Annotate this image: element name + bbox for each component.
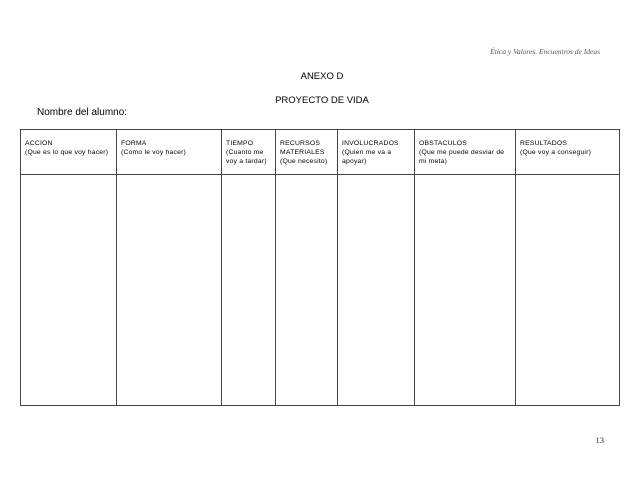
column-subtitle: (Que necesito) — [280, 158, 328, 165]
column-header-forma — [117, 130, 222, 175]
column-subtitle: (Que voy a conseguir) — [520, 149, 592, 156]
page-number: 13 — [595, 435, 604, 445]
column-header-involucrados — [338, 130, 415, 175]
table-cell-obstaculos[interactable] — [415, 175, 516, 406]
table-cell-involucrados[interactable] — [338, 175, 415, 406]
column-title: FORMA — [121, 140, 147, 147]
column-subtitle: (Que me puede desviar de mi meta) — [419, 149, 505, 165]
column-title: TIEMPO — [226, 140, 254, 147]
column-header-obstaculos — [415, 130, 516, 175]
column-header-resultados — [516, 130, 620, 175]
table-row — [21, 175, 620, 406]
annex-title: ANEXO D — [300, 71, 344, 82]
table-cell-accion[interactable] — [21, 175, 117, 406]
table-header-row — [21, 130, 620, 175]
table-cell-recursos[interactable] — [276, 175, 338, 406]
column-subtitle: (Quien me va a apoyar) — [342, 149, 392, 165]
column-title: OBSTACULOS — [419, 140, 467, 147]
column-title: ACCION — [25, 140, 53, 147]
column-title: RECURSOS MATERIALES — [280, 140, 325, 156]
column-subtitle: (Como le voy hacer) — [121, 149, 186, 156]
column-title: RESULTADOS — [520, 140, 568, 147]
column-title: INVOLUCRADOS — [342, 140, 399, 147]
column-header-accion — [21, 130, 117, 175]
column-subtitle: (Que es lo que voy hacer) — [25, 149, 109, 156]
life-project-table — [20, 129, 620, 406]
student-name-label: Nombre del alumno: — [37, 107, 128, 118]
column-subtitle: (Cuanto me voy a tardar) — [226, 149, 267, 165]
table-cell-forma[interactable] — [117, 175, 222, 406]
running-header: Ética y Valores. Encuentros de Ideas — [490, 47, 600, 56]
column-header-tiempo — [222, 130, 276, 175]
project-title: PROYECTO DE VIDA — [275, 95, 369, 106]
table-cell-resultados[interactable] — [516, 175, 620, 406]
column-header-recursos — [276, 130, 338, 175]
table-cell-tiempo[interactable] — [222, 175, 276, 406]
